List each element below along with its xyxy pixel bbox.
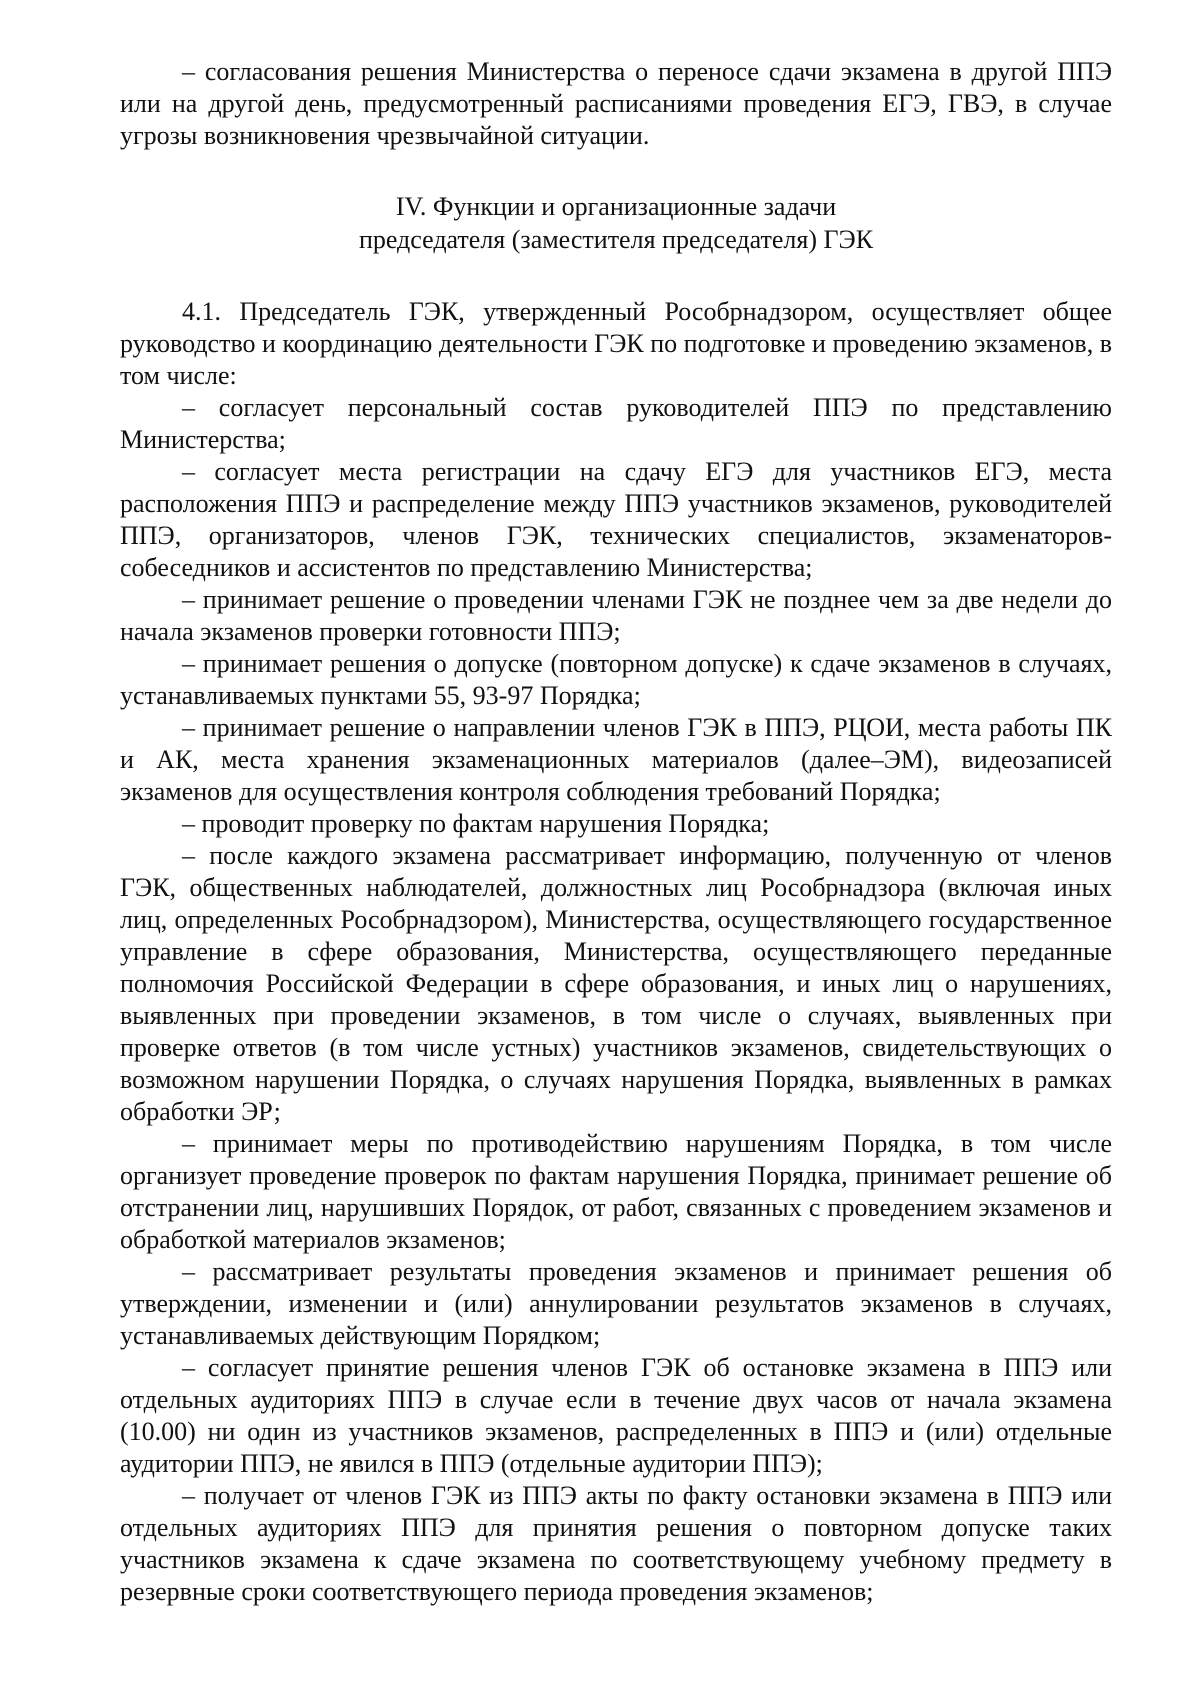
list-item: – после каждого экзамена рассматривает информацию, полученную от членов ГЭК, общественных наблюдателей, должностных лиц Рособрнадзора (включая иных лиц, определенных Рособрнадзором), Министерства, осуществляющего государственное управление в сфере образования, Министерства, осуществляющего переданные полномочия Российской Федерации в сфере образования, и иных лиц о нарушениях, выявленных при проведении экзаменов, в том числе о случаях, выявленных при проверке ответов (в том числе устных) участников экзаменов, свидетельствующих о возможном нарушении Порядка, о случаях нарушения Порядка, выявленных в рамках обработки ЭР; <box>120 841 1112 1126</box>
paragraph-4-1: 4.1. Председатель ГЭК, утвержденный Рособрнадзором, осуществляет общее руководство и координацию деятельности ГЭК по подготовке и проведению экзаменов, в том числе: <box>120 297 1112 390</box>
list-item: – согласует персональный состав руководителей ППЭ по представлению Министерства; <box>120 393 1112 454</box>
section-title-line-1: IV. Функции и организационные задачи <box>395 192 837 221</box>
list-item: – получает от членов ГЭК из ППЭ акты по факту остановки экзамена в ППЭ или отдельных аудиториях ППЭ для принятия решения о повторном допуске таких участников экзамена к сдаче экзамена по соответствующему учебному предмету в резервные сроки соответствующего периода проведения экзаменов; <box>120 1481 1112 1606</box>
document-page <box>120 56 1112 1608</box>
section-heading <box>120 190 1112 256</box>
list-item: – принимает решение о проведении членами ГЭК не позднее чем за две недели до начала экзаменов проверки готовности ППЭ; <box>120 585 1112 646</box>
list-item: – принимает меры по противодействию нарушениям Порядка, в том числе организует проведение проверок по фактам нарушения Порядка, принимает решение об отстранении лиц, нарушивших Порядок, от работ, связанных с проведением экзаменов и обработкой материалов экзаменов; <box>120 1129 1112 1254</box>
section-title-line-2: председателя (заместителя председателя) ГЭК <box>358 225 874 254</box>
list-item: – принимает решения о допуске (повторном допуске) к сдаче экзаменов в случаях, устанавливаемых пунктами 55, 93-97 Порядка; <box>120 649 1112 710</box>
list-item: – рассматривает результаты проведения экзаменов и принимает решения об утверждении, изменении и (или) аннулировании результатов экзаменов в случаях, устанавливаемых действующим Порядком; <box>120 1257 1112 1350</box>
intro-paragraph: – согласования решения Министерства о переносе сдачи экзамена в другой ППЭ или на другой день, предусмотренный расписаниями проведения ЕГЭ, ГВЭ, в случае угрозы возникновения чрезвычайной ситуации. <box>120 57 1112 150</box>
list-item: – проводит проверку по фактам нарушения Порядка; <box>182 809 770 838</box>
list-item: – принимает решение о направлении членов ГЭК в ППЭ, РЦОИ, места работы ПК и АК, места хранения экзаменационных материалов (далее–ЭМ), видеозаписей экзаменов для осуществления контроля соблюдения требований Порядка; <box>120 713 1112 806</box>
list-item: – согласует принятие решения членов ГЭК об остановке экзамена в ППЭ или отдельных аудиториях ППЭ в случае если в течение двух часов от начала экзамена (10.00) ни один из участников экзаменов, распределенных в ППЭ и (или) отдельные аудитории ППЭ, не явился в ППЭ (отдельные аудитории ППЭ); <box>120 1353 1112 1478</box>
list-item: – согласует места регистрации на сдачу ЕГЭ для участников ЕГЭ, места расположения ППЭ и распределение между ППЭ участников экзаменов, руководителей ППЭ, организаторов, членов ГЭК, технических специалистов, экзаменаторов-собеседников и ассистентов по представлению Министерства; <box>120 457 1112 582</box>
